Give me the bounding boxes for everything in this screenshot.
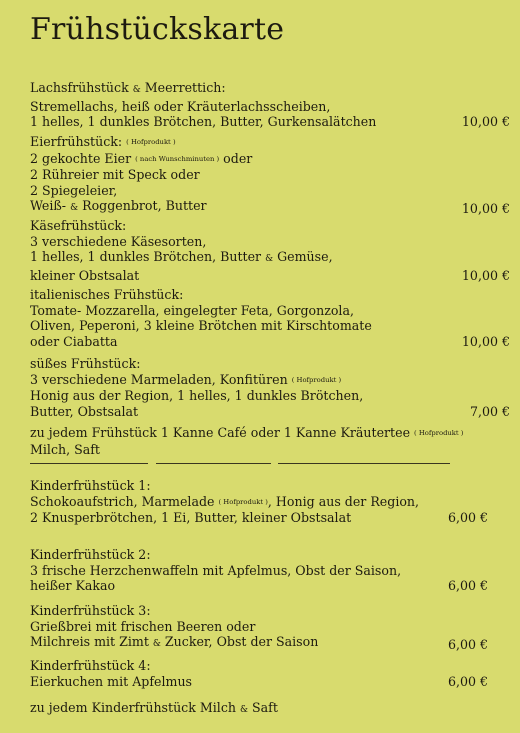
text-line: [30, 388, 510, 404]
text-line: [30, 674, 510, 690]
page-title: Frühstückskarte: [30, 12, 285, 47]
text-line: [30, 234, 510, 250]
text-line: [30, 404, 510, 420]
text-run: Schokoaufstrich, Marmelade: [30, 493, 219, 509]
text-line: [30, 99, 510, 115]
price: 10,00 €: [461, 201, 510, 216]
text-run: 3 verschiedene Käsesorten,: [30, 233, 207, 249]
text-line: [30, 268, 510, 284]
price: 6,00 €: [447, 578, 488, 593]
text-run: Milchreis mit Zimt: [30, 634, 153, 649]
text-line: [30, 478, 510, 494]
text-line: [30, 356, 510, 372]
text-run: heißer Kakao: [30, 578, 116, 593]
text-run: Tomate- Mozzarella, eingelegter Feta, Gorgonzola,: [30, 302, 354, 318]
divider-line: [30, 463, 148, 464]
text-run: 2 Rühreier mit Speck oder: [30, 167, 200, 182]
text-line: [30, 218, 510, 234]
text-run: , Honig aus der Region,: [267, 493, 420, 509]
text-line: [30, 198, 510, 217]
text-run: oder: [219, 150, 253, 166]
text-run: Saft: [248, 700, 278, 715]
text-run: 3 frische Herzchenwaffeln mit Apfelmus, Obst der Saison,: [30, 562, 402, 578]
ampersand: &: [132, 85, 141, 95]
text-line: [30, 425, 463, 442]
kids-item-4: [30, 658, 510, 689]
drinks-note: [30, 425, 463, 457]
text-line: [30, 634, 510, 653]
kids-item-2: [30, 547, 510, 594]
text-run: Kinderfrühstück 1:: [30, 478, 151, 493]
text-run: Käsefrühstück:: [30, 218, 127, 233]
text-line: [30, 619, 510, 635]
divider-line: [156, 463, 271, 464]
text-run: Weiß-: [30, 198, 71, 213]
text-run: Eierkuchen mit Apfelmus: [30, 673, 193, 689]
text-line: [30, 287, 510, 303]
small-note: ( Hofprodukt ): [126, 138, 176, 146]
text-line: [30, 372, 510, 389]
text-line: [30, 510, 510, 526]
price: 7,00 €: [469, 403, 510, 419]
text-run: 1 helles, 1 dunkles Brötchen, Butter, Gurkensalätchen: [30, 114, 377, 129]
small-note: ( Hofprodukt ): [218, 497, 268, 506]
text-run: 1 helles, 1 dunkles Brötchen, Butter: [30, 249, 266, 264]
text-run: italienisches Frühstück:: [30, 287, 184, 302]
small-note: ( Hofprodukt ): [414, 429, 464, 437]
text-run: 3 verschiedene Marmeladen, Konfitüren: [30, 371, 292, 387]
text-run: süßes Frühstück:: [30, 356, 141, 371]
divider-line: [278, 463, 450, 464]
small-note: ( Hofprodukt ): [291, 375, 342, 384]
text-line: [30, 318, 510, 334]
text-run: zu jedem Kinderfrühstück Milch: [30, 700, 240, 715]
text-run: Gemüse,: [273, 249, 333, 264]
text-line: [30, 700, 278, 719]
small-note: ( nach Wunschminuten ): [135, 154, 220, 163]
text-line: [30, 183, 510, 199]
text-run: Lachsfrühstück: [30, 80, 133, 95]
text-run: Stremellachs, heiß oder Kräuterlachsscheiben,: [30, 98, 331, 114]
text-run: Grießbrei mit frischen Beeren oder: [30, 618, 256, 634]
text-line: [30, 494, 510, 511]
text-run: Zucker, Obst der Saison: [160, 634, 319, 649]
price: 6,00 €: [447, 637, 488, 652]
text-run: Butter, Obstsalat: [30, 403, 139, 419]
text-line: [30, 563, 510, 579]
text-line: [30, 80, 510, 99]
text-run: 2 gekochte Eier: [30, 150, 136, 166]
text-run: Roggenbrot, Butter: [78, 198, 207, 213]
menu-item-eier: [30, 134, 510, 217]
text-line: [30, 151, 510, 168]
text-line: [30, 303, 510, 319]
price: 10,00 €: [461, 114, 510, 129]
ampersand: &: [265, 254, 274, 264]
text-run: 2 Knusperbrötchen, 1 Ei, Butter, kleiner Obstsalat: [30, 510, 352, 525]
text-line: [30, 603, 510, 619]
menu-item-kaese: [30, 218, 510, 283]
ampersand: &: [240, 705, 249, 715]
text-run: Eierfrühstück:: [30, 134, 127, 149]
text-run: 2 Spiegeleier,: [30, 182, 118, 198]
menu-item-italienisch: [30, 287, 510, 349]
text-run: Kinderfrühstück 4:: [30, 658, 151, 673]
text-line: [30, 442, 463, 458]
kids-item-3: [30, 603, 510, 653]
text-run: Oliven, Peperoni, 3 kleine Brötchen mit Kirschtomate: [30, 318, 372, 333]
ampersand: &: [152, 639, 161, 649]
text-run: oder Ciabatta: [30, 333, 118, 349]
price: 10,00 €: [461, 333, 510, 349]
price: 6,00 €: [447, 673, 488, 689]
text-run: Kinderfrühstück 2:: [30, 547, 151, 562]
text-line: [30, 114, 510, 130]
text-line: [30, 249, 510, 268]
text-run: Kinderfrühstück 3:: [30, 603, 151, 618]
text-run: zu jedem Frühstück 1 Kanne Café oder 1 Kanne Kräutertee: [30, 425, 415, 440]
kids-drinks-note: [30, 700, 278, 719]
text-run: Meerrettich:: [140, 80, 226, 95]
kids-item-1: [30, 478, 510, 526]
ampersand: &: [70, 203, 79, 213]
text-line: [30, 658, 510, 674]
text-run: Honig aus der Region, 1 helles, 1 dunkles Brötchen,: [30, 388, 364, 403]
text-line: [30, 334, 510, 350]
price: 10,00 €: [461, 267, 510, 283]
price: 6,00 €: [447, 510, 488, 525]
text-line: [30, 134, 510, 151]
text-run: kleiner Obstsalat: [30, 267, 140, 283]
text-line: [30, 547, 510, 563]
text-line: [30, 167, 510, 183]
text-line: [30, 578, 510, 594]
menu-item-lachs: [30, 80, 510, 130]
text-run: Milch, Saft: [30, 441, 100, 457]
menu-item-suess: [30, 356, 510, 419]
